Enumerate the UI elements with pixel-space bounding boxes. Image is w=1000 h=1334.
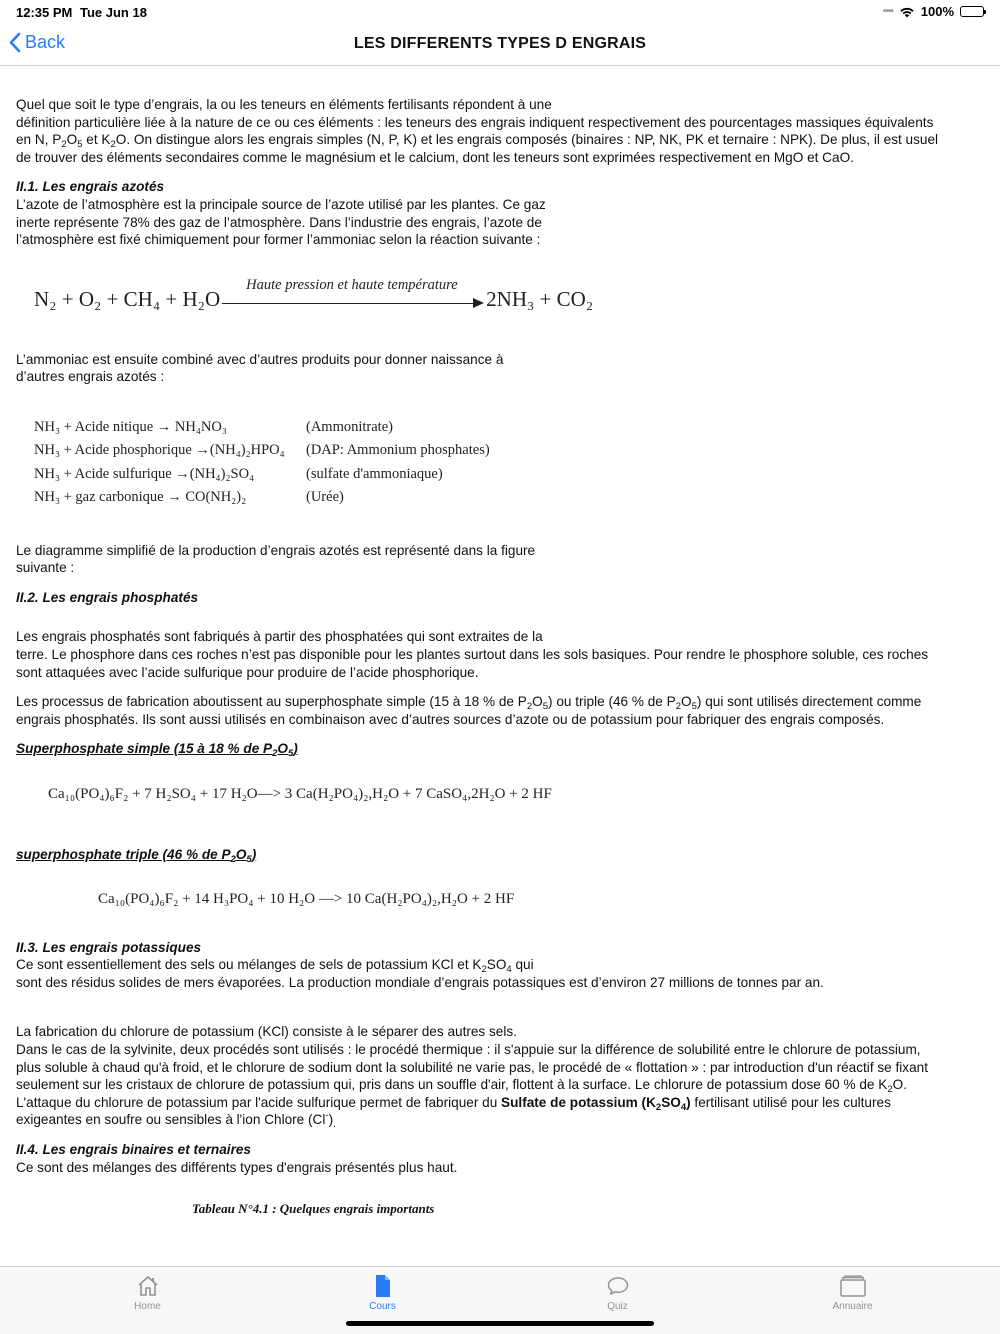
heading-text: Superphosphate simple (15 à 18 % de P	[16, 741, 273, 757]
text-line: inerte représente 78% des gaz de l’atmosphère. Dans l’industrie des engrais, l’azote de	[16, 214, 542, 230]
superphosphate-simple-equation: Ca₁₀(PO₄)₆F₂ + 7 H₂SO₄ + 17 H₂O—> 3 Ca(H₂PO₄)₂,H₂O + 7 CaSO₄,2H₂O + 2 HF	[48, 785, 552, 802]
arrow-line	[222, 303, 474, 304]
text-line: et K	[82, 132, 111, 148]
text-line: sont des résidus solides de mers évaporées. La production mondiale d’engrais potassiques est d’environ 27 millions de tonnes par an.	[16, 974, 824, 990]
arrow-head	[473, 298, 484, 308]
signal-icon: ••••	[882, 6, 893, 17]
text-line: d’autres engrais azotés :	[16, 369, 165, 385]
text-line: L’azote de l’atmosphère est la principale source de l’azote utilisé par les plantes. Ce gaz	[16, 196, 546, 212]
arrow-label: Haute pression et haute température	[246, 276, 458, 293]
potassiques-paragraph: Ce sont essentiellement des sels ou mélanges de sels de potassium KCl et $K_2SO_4$ qui sont des résidus solides de mers évaporées. La production mondiale d’engrais potassiques est d’environ 27 millions de tonnes par an.	[16, 957, 824, 990]
text-line: fertilisant utilisé pour les cultures	[690, 1094, 891, 1110]
navigation-bar	[0, 24, 1000, 66]
reaction-name: (Urée)	[306, 489, 344, 506]
text-line: en N, P	[16, 132, 62, 148]
superphosphate-triple-equation: Ca₁₀(PO₄)₆F₂ + 14 H₃PO₄ + 10 H₂O —> 10 Ca(H₂PO₄)₂,H₂O + 2 HF	[98, 891, 515, 908]
text-line: sont attaquées avec l’acide sulfurique pour produire de l’acide phosphorique.	[16, 664, 479, 680]
reaction-name: (DAP: Ammonium phosphates)	[306, 442, 490, 459]
course-content[interactable]	[16, 96, 984, 1218]
text-line: .	[333, 1119, 336, 1131]
heading-text: O	[277, 741, 288, 757]
document-icon	[371, 1274, 395, 1298]
tab-label: Home	[134, 1301, 161, 1312]
equation-right: 2NH₃ + CO₂	[486, 286, 594, 311]
battery-percent: 100%	[920, 4, 954, 19]
tab-label: Quiz	[607, 1301, 628, 1312]
equation-left: N₂ + O₂ + CH₄ + H₂O	[34, 286, 221, 311]
text-line: terre. Le phosphore dans ces roches n’est pas disponible pour les plantes surtout dans les sols basiques. Pour rendre le phosphore soluble, ces roches	[16, 646, 929, 662]
text-line: l’atmosphère est fixé chimiquement pour former l’ammoniac selon la réaction suivante :	[16, 232, 541, 248]
reaction-row	[34, 439, 984, 462]
text-line: SO	[661, 1094, 681, 1110]
text-line: Ce sont essentiellement des sels ou mélanges de sels de potassium KCl et K	[16, 957, 482, 973]
text-line: exigeantes en soufre ou sensibles à l'ion Chlore (Cl	[16, 1112, 326, 1128]
table-caption: Tableau N°4.1 : Quelques engrais importants	[192, 1201, 435, 1217]
tab-label: Annuaire	[832, 1301, 873, 1312]
heading-text: O	[235, 846, 247, 862]
text-line: Sulfate de potassium (K	[501, 1094, 656, 1110]
status-time: 12:35 PM	[16, 5, 73, 20]
heading-text: )	[251, 846, 257, 862]
heading-superphosphate-triple: superphosphate triple (46 % de $P_2O_5$)	[16, 846, 257, 865]
text-line: SO	[486, 957, 507, 973]
text-line: )	[686, 1094, 691, 1110]
text-line: O.	[892, 1077, 907, 1093]
status-date: Tue Jun 18	[80, 5, 147, 20]
text-line: L’ammoniac est ensuite combiné avec d’autres produits pour donner naissance à	[16, 351, 504, 367]
text-line: Les engrais phosphatés sont fabriqués à partir des phosphatées qui sont extraites de la	[16, 629, 543, 645]
text-line: de trouver des éléments secondaires comme le magnésium et le calcium, dont les teneurs sont exprimées respectivement en MgO et CaO.	[16, 149, 854, 165]
reaction-formula: NH₃ + gaz carbonique → CO(NH₂)₂	[34, 489, 247, 506]
heading-text: superphosphate triple (46 % de P	[16, 846, 231, 862]
reaction-formula: NH₃ + Acide phosphorique →(NH₄)₂HPO₄	[34, 442, 285, 459]
section-heading-binaires: II.4. Les engrais binaires et ternaires	[16, 1142, 251, 1158]
text-line: O	[681, 694, 692, 710]
tab-home[interactable]	[30, 1267, 265, 1334]
reaction-name: (Ammonitrate)	[306, 418, 393, 435]
azotes-paragraph	[16, 196, 984, 249]
text-line: ) ou triple (46 % de P	[548, 694, 676, 710]
battery-icon	[960, 6, 984, 17]
text-line: Le diagramme simplifié de la production d’engrais azotés est représenté dans la figure	[16, 542, 536, 558]
folder-icon	[839, 1274, 867, 1298]
diagram-paragraph	[16, 542, 984, 577]
home-indicator[interactable]	[346, 1321, 654, 1326]
text-line: ) qui sont utilisés directement comme	[696, 694, 922, 710]
text-line: )	[328, 1112, 334, 1128]
page-title: LES DIFFERENTS TYPES D ENGRAIS	[353, 35, 647, 52]
binaires-paragraph: Ce sont des mélanges des différents types d'engrais présentés plus haut.	[16, 1159, 458, 1175]
text-line: définition particulière liée à la nature de ce ou ces éléments : les teneurs des engrais indiquent respectivement des pourcentages massiques équivalents	[16, 114, 934, 130]
text-line: La fabrication du chlorure de potassium (KCl) consiste à le séparer des autres sels.	[16, 1024, 517, 1040]
text-line: Les processus de fabrication aboutissent au superphosphate simple (15 à 18 % de P	[16, 694, 527, 710]
text-line: Quel que soit le type d’engrais, la ou les teneurs en éléments fertilisants répondent à une	[16, 97, 552, 112]
home-icon	[136, 1274, 160, 1298]
text-line: suivante :	[16, 560, 75, 576]
tab-label: Cours	[369, 1301, 396, 1312]
reaction-row	[34, 463, 984, 486]
text-line: engrais phosphatés. Ils sont aussi utilisés en combinaison avec d’autres sources d’azote ou de potassium pour fabriquer des engrais composés.	[16, 711, 885, 727]
reaction-row	[34, 416, 984, 439]
heading-text: )	[293, 741, 298, 757]
text-line: O	[532, 694, 543, 710]
text-line: Dans le cas de la sylvinite, deux procédés sont utilisés : le procédé thermique : il s'appuie sur la différence de solubilité entre le chlorure de potassium,	[16, 1042, 921, 1058]
reaction-formula: NH₃ + Acide sulfurique →(NH₄)₂SO₄	[34, 465, 255, 482]
status-right	[883, 4, 984, 19]
intro-paragraph: Quel que soit le type d’engrais, la ou les teneurs en éléments fertilisants répondent à une définition particulière liée à la nature de ce ou ces éléments : les teneurs des engrais indiquent respectivement des pourcentages massiques équivalents en N, $P_2O_5$ et $K_2O$. On distingue alors les engrais simples (N, P, K) et les engrais composés (binaires : NP, NK, PK et ternaire : NPK). De plus, il est usuel de trouver des éléments secondaires comme le magnésium et le calcium, dont les teneurs sont exprimées respectivement en MgO et CaO.	[16, 97, 939, 165]
reaction-name: (sulfate d'ammoniaque)	[306, 465, 443, 482]
kcl-paragraph: La fabrication du chlorure de potassium (KCl) consiste à le séparer des autres sels. Dans le cas de la sylvinite, deux procédés sont utilisés : le procédé thermique : il s'appuie sur la différence de solubilité entre le chlorure de potassium, plus soluble à chaud qu'à froid, et le chlorure de sodium dont la solubilité ne varie pas, le procédé de « flottation » : par introduction d'un réactif se fixant seulement sur les cristaux de chlorure de potassium qui, pris dans un souffle d'air, flottent à la surface. Le chlorure de potassium dose 60 % de $K_2O$. L'attaque du chlorure de potassium par l'acide sulfurique permet de fabriquer du Sulfate de potassium $(K_2SO_4)$ fertilisant utilisé pour les cultures exigeantes en soufre ou sensibles à l'ion Chlore $(Cl^-)_.$	[16, 1024, 928, 1131]
text-line: O	[66, 132, 78, 148]
text-line: seulement sur les cristaux de chlorure de potassium qui, pris dans un souffle d'air, flottent à la surface. Le chlorure de potassium dose 60 % de K	[16, 1077, 888, 1093]
process-paragraph: Les processus de fabrication aboutissent au superphosphate simple (15 à 18 % de $P_2O_5$) ou triple (46 % de $P_2O_5$) qui sont utilisés directement comme engrais phosphatés. Ils sont aussi utilisés en combinaison avec d’autres sources d’azote ou de potassium pour fabriquer des engrais composés.	[16, 694, 922, 727]
ammonia-equation	[34, 276, 984, 311]
wifi-icon	[899, 6, 915, 18]
ammoniac-paragraph	[16, 351, 984, 386]
text-line: plus soluble à chaud qu'à froid, et le chlorure de sodium dont la solubilité ne varie pas, le procédé de « flottation » : par introduction d'un réactif se fixant	[16, 1059, 928, 1075]
text-line: qui	[511, 957, 534, 973]
back-label: Back	[25, 32, 66, 52]
reaction-arrow	[222, 276, 484, 311]
tab-annuaire[interactable]	[735, 1267, 970, 1334]
section-heading-potassiques: II.3. Les engrais potassiques	[16, 939, 202, 955]
phosphates-paragraph	[16, 628, 984, 681]
section-heading-phosphates: II.2. Les engrais phosphatés	[16, 589, 199, 605]
text-line: L'attaque du chlorure de potassium par l'acide sulfurique permet de fabriquer du	[16, 1094, 502, 1110]
chat-bubble-icon	[606, 1274, 630, 1298]
reaction-formula: NH₃ + Acide nitique → NH₄NO₃	[34, 418, 227, 435]
reactions-list	[34, 416, 984, 510]
status-bar	[0, 0, 1000, 24]
text-line: O. On distingue alors les engrais simples (N, P, K) et les engrais composés (binaires : NP, NK, PK et ternaire : NPK). De plus, il est usuel	[115, 132, 939, 148]
section-heading-azotes: II.1. Les engrais azotés	[16, 179, 165, 195]
reaction-row	[34, 486, 984, 509]
heading-superphosphate-simple: Superphosphate simple (15 à 18 % de $P_2O_5$)	[16, 741, 298, 760]
